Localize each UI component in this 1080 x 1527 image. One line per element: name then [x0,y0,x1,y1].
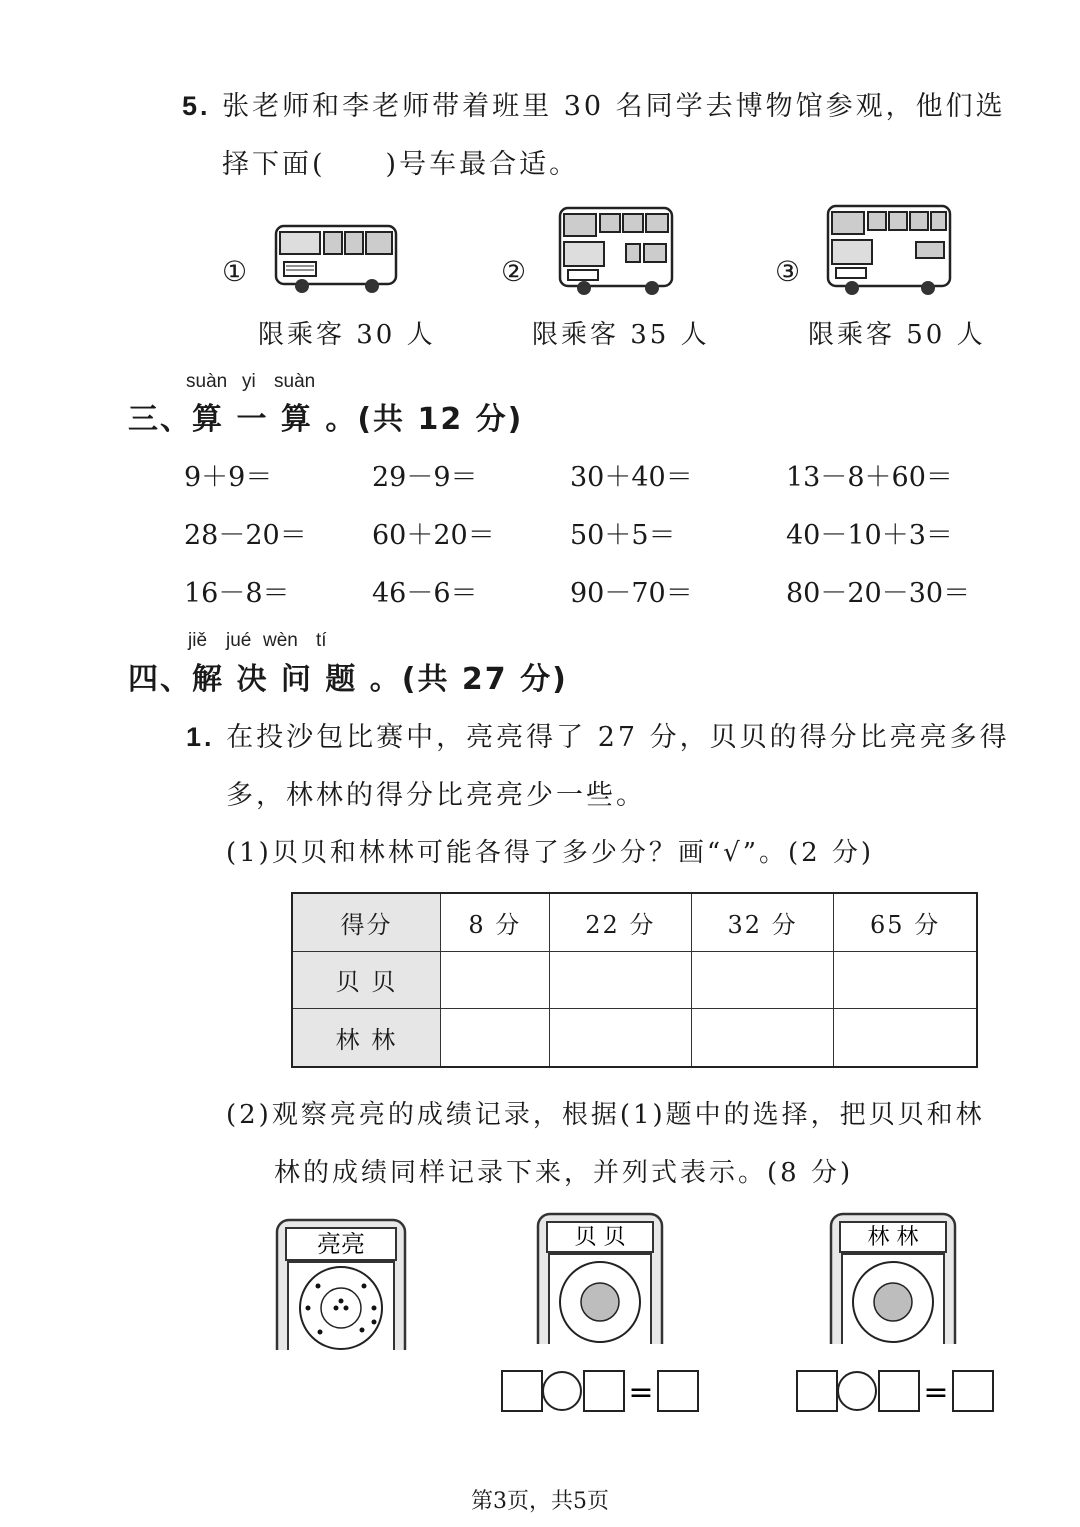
calc-1-2: 29－9＝ [372,462,478,493]
option-label-1: 限乘客 30 人 [258,320,436,350]
answer-cell[interactable] [549,951,691,1008]
answer-cell[interactable] [691,951,833,1008]
q1-text-line2: 多，林林的得分比亮亮少一些。 [226,780,646,811]
table-header-cell: 22 分 [549,893,691,951]
answer-cell[interactable] [691,1009,833,1067]
calc-3-2: 46－6＝ [372,578,478,609]
calc-2-4: 40－10＋3＝ [786,520,953,551]
sec4-pinyin-3: wèn [263,630,298,651]
calc-3-3: 90－70＝ [570,578,693,609]
row-label-linlin: 林 林 [292,1009,441,1067]
equals-sign-beibei: = [628,1375,654,1410]
calc-1-4: 13－8＋60＝ [786,462,953,493]
q1-number: 1. [186,722,215,752]
double-deck-bus-image-3 [824,202,954,298]
option-label-2: 限乘客 35 人 [532,320,710,350]
sec3-pinyin-3: suàn [274,371,316,392]
q1-text-line1: 在投沙包比赛中，亮亮得了 27 分，贝贝的得分比亮亮多得 [226,722,1010,753]
q5-text-line2: 择下面( )号车最合适。 [222,149,580,180]
sec3-pinyin-1: suàn [186,371,228,392]
page-footer: 第3页，共5页 [471,1489,609,1514]
option-label-3: 限乘客 50 人 [808,320,986,350]
calc-2-3: 50＋5＝ [570,520,676,551]
answer-cell[interactable] [441,951,550,1008]
equals-sign-linlin: = [923,1375,949,1410]
sec3-pinyin-2: yi [242,371,256,392]
option-mark-3[interactable]: ③ [775,255,801,288]
table-header-cell: 32 分 [691,893,833,951]
liangliang-target-card [274,1218,408,1352]
section4-title: 四、解 决 问 题 。(共 27 分) [128,662,568,697]
sec4-pinyin-1: jiě [188,630,208,651]
calc-1-3: 30＋40＝ [570,462,693,493]
table-header-cell: 65 分 [834,893,977,951]
beibei-equation-boxes[interactable] [500,1368,702,1414]
beibei-target-card [535,1212,665,1346]
q5-number: 5. [182,91,211,121]
calc-3-1: 16－8＝ [184,578,290,609]
linlin-equation-boxes[interactable] [795,1368,997,1414]
card-name-linlin: 林 林 [867,1225,919,1250]
answer-cell[interactable] [834,951,977,1008]
q5-text-line1: 张老师和李老师带着班里 30 名同学去博物馆参观，他们选 [222,91,1006,122]
option-mark-1[interactable]: ① [222,255,248,288]
calc-3-4: 80－20－30＝ [786,578,971,609]
calc-1-1: 9＋9＝ [184,462,273,493]
row-label-beibei: 贝 贝 [292,951,441,1008]
q1-sub1: (1)贝贝和林林可能各得了多少分？画“√”。(2 分) [226,838,875,868]
card-name-beibei: 贝 贝 [574,1225,626,1250]
single-deck-bus-image [272,222,402,296]
score-table [291,892,978,1068]
double-deck-bus-image-2 [556,204,676,298]
sec4-pinyin-4: tí [316,630,327,651]
table-header-cell: 得分 [292,893,441,951]
calc-2-1: 28－20＝ [184,520,307,551]
answer-cell[interactable] [441,1009,550,1067]
option-mark-2[interactable]: ② [501,255,527,288]
table-row [292,1009,977,1067]
q1-line1 [186,715,1010,754]
table-row [292,951,977,1008]
q5-line1 [182,84,1006,123]
sec4-pinyin-2: jué [226,630,252,651]
linlin-target-card [828,1212,958,1346]
q1-sub2-line1: (2)观察亮亮的成绩记录，根据(1)题中的选择，把贝贝和林 [226,1100,985,1130]
table-header-row [292,893,977,951]
table-header-cell: 8 分 [441,893,550,951]
calc-2-2: 60＋20＝ [372,520,495,551]
answer-cell[interactable] [549,1009,691,1067]
section3-title: 三、算 一 算 。(共 12 分) [128,402,524,437]
answer-cell[interactable] [834,1009,977,1067]
card-name-liangliang: 亮亮 [317,1230,365,1258]
q1-sub2-line2: 林的成绩同样记录下来，并列式表示。(8 分) [274,1158,854,1188]
